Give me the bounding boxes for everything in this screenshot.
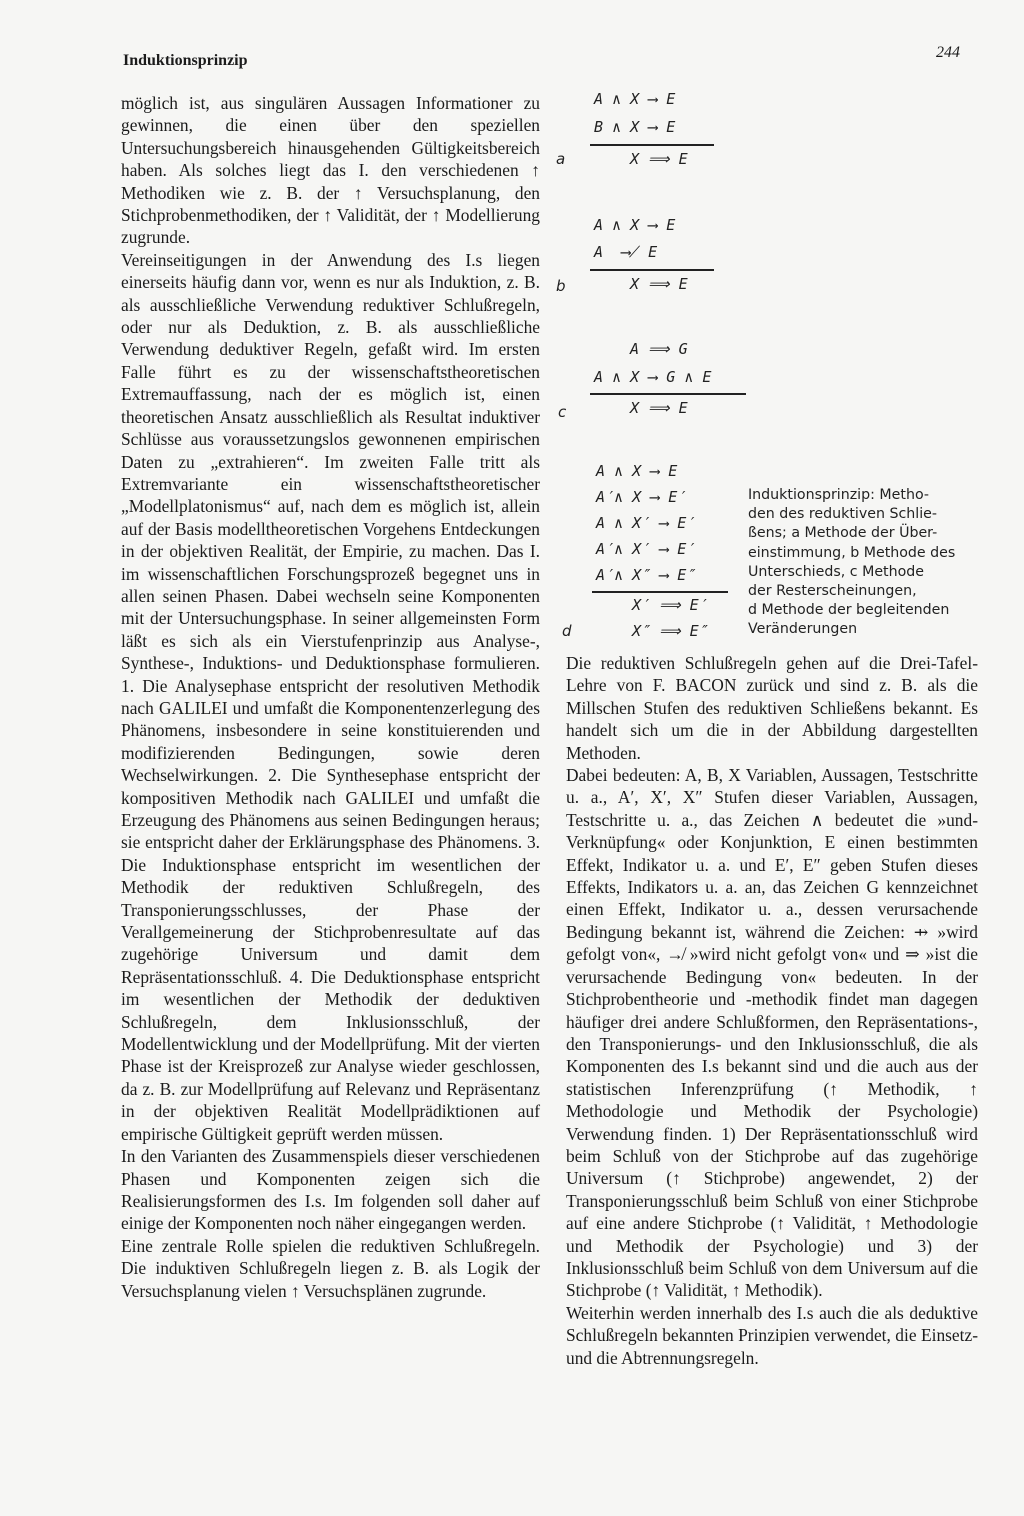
caption-line: ßens; a Methode der Über- xyxy=(748,525,938,542)
inference-line xyxy=(592,591,728,593)
formula-line: X ⟹ E xyxy=(630,150,688,168)
caption-line: d Methode der begleitenden xyxy=(748,602,950,619)
formula-line: A ⟹ G xyxy=(630,340,688,358)
page-header-title: Induktionsprinzip xyxy=(123,52,248,69)
caption-line: einstimmung, b Methode des xyxy=(748,544,956,561)
left-text-column xyxy=(121,92,540,1302)
paragraph: Weiterhin werden innerhalb des I.s auch die als deduktive Schlußregeln bekannten Prinzipien verwendet, die Einsetz- und die Abtrennungsregeln. xyxy=(566,1302,978,1368)
formula-line: A′∧ X ⟶ E′ xyxy=(596,488,687,506)
formula-line: A′∧ X′ ⟶ E′ xyxy=(596,540,696,558)
paragraph: Vereinseitigungen in der Anwendung des I.s liegen einerseits häufig dann vor, wenn es nur als Induktion, z. B. als ausschließliche Verwendung reduktiver Schlußregeln, oder nur als Deduktion, z. B. als ausschließliche Verwendung deduktiver Regeln, gefaßt wird. Im ersten Falle führt es zu der wissenschaftstheoretischen Extremauffassung, nach der es möglich ist, einen theoretischen Ansatz ausschließlich als Resultat induktiver Schlüsse aus voraussetzungslos gewonnenen empirischen Daten zu „extrahieren“. Im zweiten Falle tritt als Extremvariante ein wissenschaftstheoretischer „Modellplatonismus“ auf, nach dem es möglich ist, allein auf der Basis modelltheoretischen Vorgehens Entdeckungen in der objektiven Realität, der Empirie, zu machen. Das I. im wissenschaftlichen Forschungsprozeß begegnet uns in allen seinen Phasen. Dabei wechseln seine Komponenten mit der Untersuchungsphase. In seiner allgemeinsten Form läßt es sich als ein Vierstufenprinzip aus Analyse-, Synthese-, Induktions- und Deduktionsphase formulieren. 1. Die Analysephase entspricht der resolutiven Methodik nach GALILEI und umfaßt die Komponentenzerlegung des Phänomens, insbesondere in seine konstituierenden und modifizierenden Bedingungen, sowie deren Wechselwirkungen. 2. Die Synthesephase entspricht der kompositiven Methodik nach GALILEI und umfaßt die Erzeugung des Phänomens aus seinen Bedingungen heraus; sie entspricht daher der Erklärungsphase des Phänomens. 3. Die Induktionsphase entspricht im wesentlichen der Methodik der reduktiven Schlußregeln, des Transponierungsschlusses, der Phase der Verallgemeinerung der Stichprobenresultate auf das zugehörige Universum und damit dem Repräsentationsschluß. 4. Die Deduktionsphase entspricht im wesentlichen der Methodik der deduktiven Schlußregeln, dem Inklusionsschluß, der Modellentwicklung und der Modellprüfung. Mit der vierten Phase ist der Kreisprozeß zur Analyse wieder geschlossen, da z. B. zur Modellprüfung auf Relevanz und Repräsentanz in der objektiven Realität Modellprädiktionen auf empirische Gültigkeit geprüft werden müssen. xyxy=(121,249,540,1144)
figure-label-b: b xyxy=(556,277,566,295)
right-text-column xyxy=(566,652,978,1369)
caption-line: Unterschieds, c Methode xyxy=(748,563,925,580)
formula-line: A ∧ X′ ⟶ E′ xyxy=(596,514,696,532)
paragraph: In den Varianten des Zusammenspiels dieser verschiedenen Phasen und Komponenten zeigen sich die Realisierungsformen des I.s. Im folgenden soll daher auf einige der Komponenten noch näher eingegangen werden. xyxy=(121,1146,540,1234)
inference-line xyxy=(590,393,746,395)
figure-label-c: c xyxy=(558,403,567,421)
formula-line: A ∧ X ⟶ E xyxy=(594,216,676,234)
figure-caption xyxy=(748,486,984,640)
formula-line: A′∧ X″ ⟶ E″ xyxy=(596,566,696,584)
figure-label-d: d xyxy=(562,622,572,640)
formula-line: A ∧ X ⟶ E xyxy=(596,462,678,480)
caption-line: den des reduktiven Schlie- xyxy=(748,506,937,523)
formula-line: B ∧ X ⟶ E xyxy=(594,118,676,136)
paragraph: Die reduktiven Schlußregeln gehen auf die Drei-Tafel-Lehre von F. BACON zurück und sind z. B. als die Millschen Stufen des reduktiven Schließens bekannt. Es handelt sich um die in der Abbildung dargestellten Methoden. xyxy=(566,653,978,763)
figure-label-a: a xyxy=(556,150,566,168)
formula-line: A ⟶̸ E xyxy=(594,243,658,261)
paragraph: Eine zentrale Rolle spielen die reduktiven Schlußregeln. Die induktiven Schlußregeln liegen z. B. als Logik der Versuchsplanung vielen ↑ Versuchsplänen zugrunde. xyxy=(121,1235,540,1301)
inference-line xyxy=(590,269,714,271)
paragraph: Dabei bedeuten: A, B, X Variablen, Aussagen, Testschritte u. a., A′, X′, X″ Stufen dieser Variablen, Aussagen, Testschritte u. a., das Zeichen ∧ bedeutet die »und-Verknüpfung« oder Konjunktion, E einen bestimmten Effekt, Indikator u. a. und E′, E″ geben Stufen dieses Effekts, Indikators u. a. an, das Zeichen G kennzeichnet einen Effekt, Indikator u. a., dessen verursachende Bedingung bekannt ist, während die Zeichen: ⇸ »wird gefolgt von«, ↛ »wird nicht gefolgt von« und ⇒ »ist die verursachende Bedingung von« bedeuten. In der Stichprobentheorie und -methodik findet man dagegen häufiger drei andere Schlußformen, den Repräsentations-, den Transponierungs- und den Inklusionsschluß, die als Komponenten des I.s bekannt sind und die auch aus der statistischen Inferenzprüfung (↑ Methodik, ↑ Methodologie und Methodik der Psychologie) Verwendung finden. 1) Der Repräsentationsschluß wird beim Schluß von der Stichprobe auf das zugehörige Universum (↑ Stichprobe) angewendet, 2) der Transponierungsschluß beim Schluß von einer Stichprobe auf eine andere Stichprobe (↑ Validität, ↑ Methodologie und Methodik der Psychologie) und 3) der Inklusionsschluß beim Schluß von dem Universum auf die Stichprobe (↑ Validität, ↑ Methodik). xyxy=(566,765,978,1301)
formula-line: X′ ⟹ E′ xyxy=(632,596,708,614)
formula-line: A ∧ X ⟶ G ∧ E xyxy=(594,368,712,386)
formula-line: X″ ⟹ E″ xyxy=(632,622,708,640)
page-number: 244 xyxy=(936,44,960,61)
caption-line: Induktionsprinzip: Metho- xyxy=(748,487,930,503)
caption-line: Veränderungen xyxy=(748,621,858,638)
caption-line: der Resterscheinungen, xyxy=(748,583,917,600)
formula-line: A ∧ X ⟶ E xyxy=(594,90,676,108)
formula-line: X ⟹ E xyxy=(630,275,688,293)
inference-line xyxy=(590,144,714,146)
paragraph: möglich ist, aus singulären Aussagen Informationer zu gewinnen, die einen über den speziellen Untersuchungsbereich hinausgehenden Gültigkeitsbereich haben. Als solches liegt das I. den verschiedenen ↑ Methodiken wie z. B. der ↑ Versuchsplanung, den Stichprobenmethodiken, der ↑ Validität, der ↑ Modellierung zugrunde. xyxy=(121,93,540,248)
formula-line: X ⟹ E xyxy=(630,399,688,417)
